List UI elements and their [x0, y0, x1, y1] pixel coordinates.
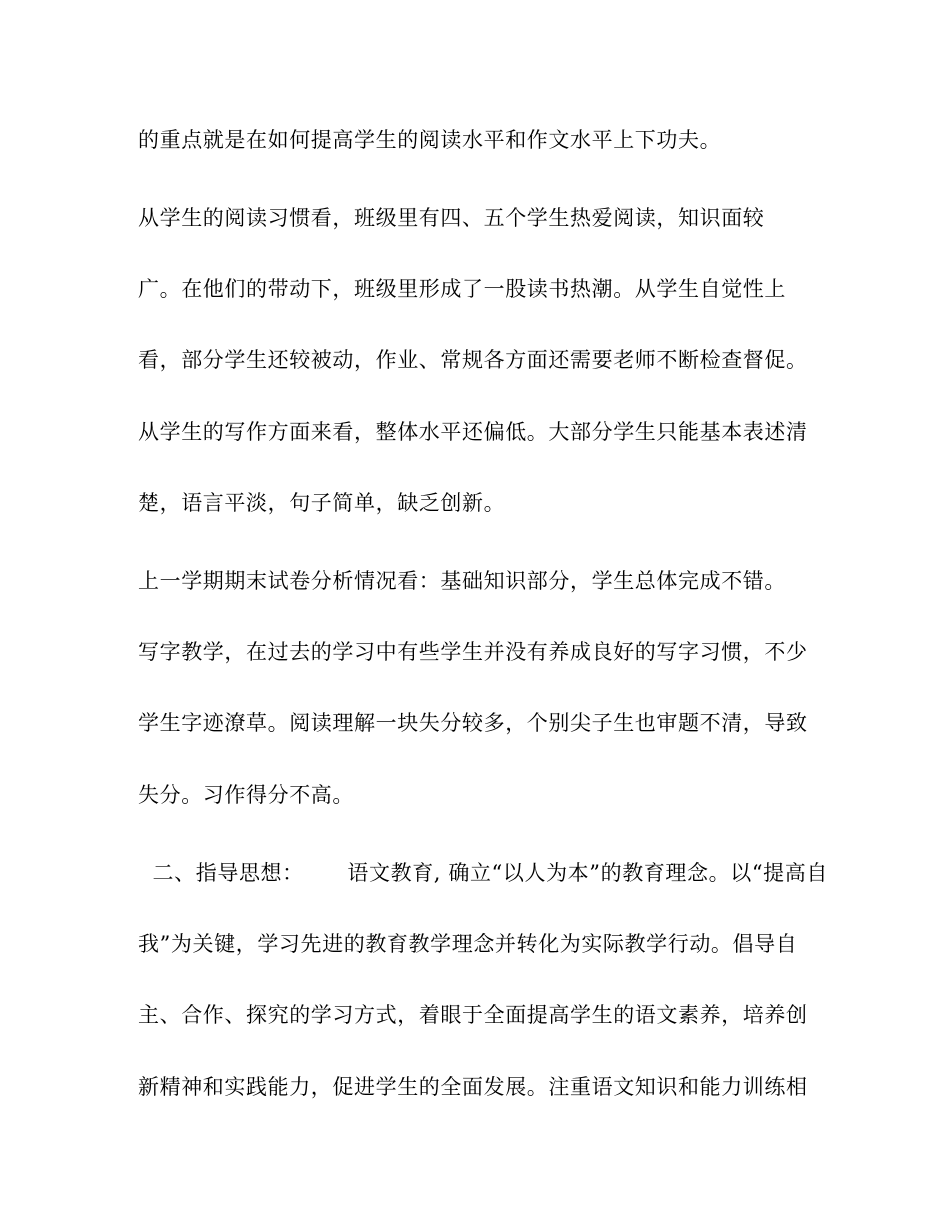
text-line-11: 二、指导思想： 语文教育, 确立“以人为本”的教育理念。以“提高自	[138, 861, 828, 885]
text-line-13: 主、合作、探究的学习方式，着眼于全面提高学生的语文素养，培养创	[138, 1003, 808, 1027]
text-line-10: 失分。习作得分不高。	[138, 783, 354, 807]
text-line-2: 从学生的阅读习惯看，班级里有四、五个学生热爱阅读，知识面较	[138, 206, 765, 230]
text-line-7: 上一学期期末试卷分析情况看：基础知识部分，学生总体完成不错。	[138, 569, 786, 593]
text-line-12: 我”为关键，学习先进的教育教学理念并转化为实际教学行动。倡导自	[138, 932, 798, 956]
text-line-4: 看，部分学生还较被动，作业、常规各方面还需要老师不断检查督促。	[138, 348, 808, 372]
text-line-9: 学生字迹潦草。阅读理解一块失分较多，个别尖子生也审题不清，导致	[138, 711, 808, 735]
text-line-6: 楚，语言平淡，句子简单，缺乏创新。	[138, 491, 506, 515]
text-line-1: 的重点就是在如何提高学生的阅读水平和作文水平上下功夫。	[138, 128, 722, 152]
text-line-14: 新精神和实践能力，促进学生的全面发展。注重语文知识和能力训练相	[138, 1075, 808, 1099]
text-line-5: 从学生的写作方面来看，整体水平还偏低。大部分学生只能基本表述清	[138, 420, 808, 444]
text-line-8: 写字教学，在过去的学习中有些学生并没有养成良好的写字习惯，不少	[138, 640, 808, 664]
text-line-3: 广。在他们的带动下，班级里形成了一股读书热潮。从学生自觉性上	[138, 277, 786, 301]
